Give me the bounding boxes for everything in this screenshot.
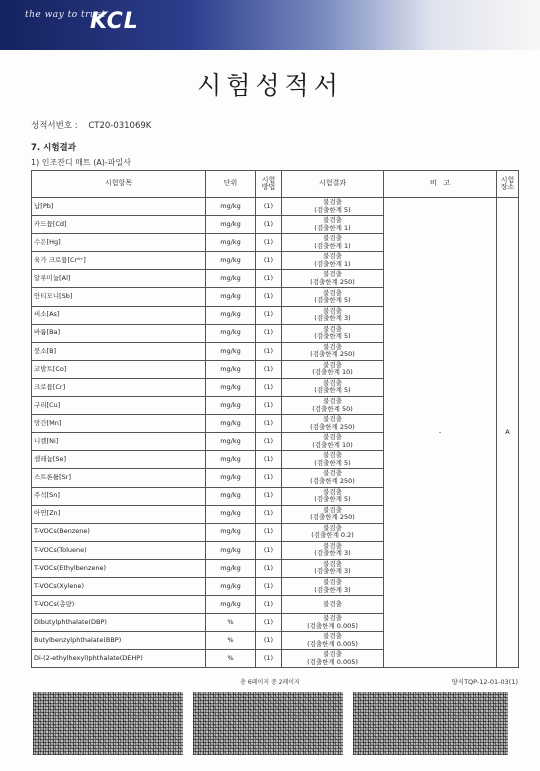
test-item: 크로뮴[Cr]: [32, 378, 206, 396]
result-value: 불검출: [323, 360, 342, 369]
result-value: 불검출: [323, 632, 342, 641]
result-value: 불검출: [323, 397, 342, 406]
result-cell: [282, 433, 384, 451]
unit-cell: mg/kg: [206, 433, 256, 451]
unit-cell: %: [206, 650, 256, 668]
result-cell: [282, 306, 384, 324]
header-banner: [0, 0, 540, 50]
unit-cell: mg/kg: [206, 415, 256, 433]
method-cell: (1): [256, 415, 282, 433]
unit-cell: mg/kg: [206, 487, 256, 505]
test-item: T-VOCs(Benzene): [32, 523, 206, 541]
detection-limit: (검출한계 1): [314, 223, 351, 232]
unit-cell: mg/kg: [206, 541, 256, 559]
result-cell: [282, 216, 384, 234]
method-cell: (1): [256, 306, 282, 324]
detection-limit: (검출한계 3): [314, 314, 351, 323]
result-value: 불검출: [323, 578, 342, 587]
result-cell: [282, 270, 384, 288]
detection-limit: (검출한계 0.005): [307, 621, 358, 630]
detection-limit: (검출한계 0.005): [307, 657, 358, 666]
result-cell: [282, 614, 384, 632]
detection-limit: (검출한계 10): [312, 440, 353, 449]
unit-cell: mg/kg: [206, 288, 256, 306]
result-value: 불검출: [323, 415, 342, 424]
method-cell: (1): [256, 487, 282, 505]
detection-limit: (검출한계 3): [314, 585, 351, 594]
result-cell: [282, 541, 384, 559]
result-value: 불검출: [323, 451, 342, 460]
result-value: 불검출: [323, 559, 342, 568]
test-item: 코발트[Co]: [32, 360, 206, 378]
test-item: 스트론튬[Sr]: [32, 469, 206, 487]
detection-limit: (검출한계 250): [310, 476, 355, 485]
brand-tagline: the way to trust: [25, 10, 106, 20]
detection-limit: (검출한계 1): [314, 241, 351, 250]
detection-limit: (검출한계 5): [314, 296, 351, 305]
unit-cell: mg/kg: [206, 234, 256, 252]
unit-cell: mg/kg: [206, 397, 256, 415]
unit-cell: mg/kg: [206, 505, 256, 523]
method-cell: (1): [256, 324, 282, 342]
method-cell: (1): [256, 614, 282, 632]
method-cell: (1): [256, 632, 282, 650]
method-cell: (1): [256, 451, 282, 469]
test-item: T-VOCs(총량): [32, 596, 206, 614]
detection-limit: (검출한계 250): [310, 422, 355, 431]
table-row: [32, 198, 519, 216]
unit-cell: %: [206, 614, 256, 632]
result-cell: [282, 324, 384, 342]
method-cell: (1): [256, 342, 282, 360]
page-indicator: 총 6페이지 중 2페이지: [240, 679, 300, 686]
method-cell: (1): [256, 252, 282, 270]
result-value: 불검출: [323, 342, 342, 351]
result-cell: [282, 288, 384, 306]
detection-limit: (검출한계 0.005): [307, 639, 358, 648]
test-item: 납[Pb]: [32, 198, 206, 216]
place-cell: A: [497, 198, 519, 668]
report-number: [31, 119, 151, 131]
method-cell: (1): [256, 198, 282, 216]
test-item: T-VOCs(Xylene): [32, 577, 206, 595]
test-item: 붕소[B]: [32, 342, 206, 360]
test-item: 비소[As]: [32, 306, 206, 324]
results-body: [32, 198, 519, 668]
result-value: 불검출: [323, 378, 342, 387]
report-number-label: 성적서번호 :: [31, 121, 78, 131]
header-place: 시험 장소: [497, 171, 519, 198]
result-cell: [282, 596, 384, 614]
detection-limit: (검출한계 250): [310, 513, 355, 522]
header-item: 시험항목: [32, 171, 206, 198]
test-item: Di-(2-ethylhexyl)phthalate(DEHP): [32, 650, 206, 668]
detection-limit: (검출한계 1): [314, 259, 351, 268]
result-cell: [282, 252, 384, 270]
unit-cell: mg/kg: [206, 577, 256, 595]
method-cell: (1): [256, 397, 282, 415]
unit-cell: mg/kg: [206, 596, 256, 614]
method-cell: (1): [256, 650, 282, 668]
detection-limit: (검출한계 5): [314, 386, 351, 395]
result-cell: [282, 378, 384, 396]
result-value: 불검출: [323, 650, 342, 659]
result-value: 불검출: [323, 216, 342, 225]
remark-cell: -: [384, 198, 497, 668]
unit-cell: mg/kg: [206, 270, 256, 288]
result-value: 불검출: [323, 324, 342, 333]
detection-limit: (검출한계 5): [314, 205, 351, 214]
test-item: T-VOCs(Toluene): [32, 541, 206, 559]
result-cell: [282, 360, 384, 378]
test-item: 망간[Mn]: [32, 415, 206, 433]
security-pattern-left: [33, 692, 183, 755]
unit-cell: mg/kg: [206, 216, 256, 234]
form-code: 양식TQP-12-01-03(1): [451, 678, 518, 686]
header-remark: 비 고: [384, 171, 497, 198]
method-cell: (1): [256, 216, 282, 234]
test-item: Butylbenzylphthalate(BBP): [32, 632, 206, 650]
detection-limit: (검출한계 0.2): [311, 531, 354, 540]
unit-cell: mg/kg: [206, 360, 256, 378]
detection-limit: (검출한계 5): [314, 495, 351, 504]
detection-limit: (검출한계 5): [314, 458, 351, 467]
result-cell: [282, 198, 384, 216]
result-value: 불검출: [323, 599, 342, 608]
test-item: 니켈[Ni]: [32, 433, 206, 451]
result-value: 불검출: [323, 523, 342, 532]
method-cell: (1): [256, 433, 282, 451]
test-item: 알루미늄[Al]: [32, 270, 206, 288]
test-item: 수은[Hg]: [32, 234, 206, 252]
test-item: 구리[Cu]: [32, 397, 206, 415]
result-cell: [282, 451, 384, 469]
test-item: 바륨[Ba]: [32, 324, 206, 342]
method-cell: (1): [256, 577, 282, 595]
header-result: 시험결과: [282, 171, 384, 198]
detection-limit: (검출한계 3): [314, 549, 351, 558]
result-cell: [282, 577, 384, 595]
result-value: 불검출: [323, 505, 342, 514]
result-cell: [282, 487, 384, 505]
result-cell: [282, 523, 384, 541]
result-value: 불검출: [323, 433, 342, 442]
header-unit: 단위: [206, 171, 256, 198]
test-item: T-VOCs(Ethylbenzene): [32, 559, 206, 577]
test-item: 셀레늄[Se]: [32, 451, 206, 469]
security-pattern-right: [353, 692, 508, 755]
detection-limit: (검출한계 3): [314, 567, 351, 576]
test-item: 카드뮴[Cd]: [32, 216, 206, 234]
result-cell: [282, 559, 384, 577]
subsection-heading: 1) 인조잔디 매트 (A)-파일사: [31, 158, 131, 167]
method-cell: (1): [256, 378, 282, 396]
result-value: 불검출: [323, 234, 342, 243]
unit-cell: mg/kg: [206, 523, 256, 541]
unit-cell: mg/kg: [206, 559, 256, 577]
detection-limit: (검출한계 5): [314, 332, 351, 341]
unit-cell: mg/kg: [206, 451, 256, 469]
unit-cell: mg/kg: [206, 252, 256, 270]
method-cell: (1): [256, 360, 282, 378]
method-cell: (1): [256, 559, 282, 577]
detection-limit: (검출한계 250): [310, 350, 355, 359]
result-value: 불검출: [323, 288, 342, 297]
results-table: [31, 170, 519, 668]
result-cell: [282, 505, 384, 523]
header-method: 시험 방법: [256, 171, 282, 198]
test-item: Dibutylphthalate(DBP): [32, 614, 206, 632]
result-value: 불검출: [323, 270, 342, 279]
detection-limit: (검출한계 10): [312, 368, 353, 377]
unit-cell: mg/kg: [206, 342, 256, 360]
result-value: 불검출: [323, 252, 342, 261]
test-item: 아연[Zn]: [32, 505, 206, 523]
result-value: 불검출: [323, 487, 342, 496]
result-value: 불검출: [323, 306, 342, 315]
unit-cell: mg/kg: [206, 198, 256, 216]
result-cell: [282, 650, 384, 668]
unit-cell: mg/kg: [206, 469, 256, 487]
result-cell: [282, 632, 384, 650]
report-number-value: CT20-031069K: [88, 121, 152, 131]
method-cell: (1): [256, 505, 282, 523]
result-value: 불검출: [323, 469, 342, 478]
kcl-logo: KCL: [90, 9, 139, 34]
detection-limit: (검출한계 50): [312, 404, 353, 413]
result-cell: [282, 397, 384, 415]
method-cell: (1): [256, 541, 282, 559]
method-cell: (1): [256, 234, 282, 252]
method-cell: (1): [256, 270, 282, 288]
unit-cell: mg/kg: [206, 324, 256, 342]
method-cell: (1): [256, 523, 282, 541]
result-cell: [282, 469, 384, 487]
result-cell: [282, 342, 384, 360]
result-value: 불검출: [323, 614, 342, 623]
result-cell: [282, 415, 384, 433]
document-title: 시험성적서: [197, 71, 343, 100]
test-item: 주석[Sn]: [32, 487, 206, 505]
unit-cell: %: [206, 632, 256, 650]
unit-cell: mg/kg: [206, 378, 256, 396]
result-cell: [282, 234, 384, 252]
result-value: 불검출: [323, 541, 342, 550]
table-header-row: [32, 171, 519, 198]
unit-cell: mg/kg: [206, 306, 256, 324]
test-item: 안티모니[Sb]: [32, 288, 206, 306]
detection-limit: (검출한계 250): [310, 277, 355, 286]
result-value: 불검출: [323, 198, 342, 207]
section-heading: 7. 시험결과: [31, 143, 76, 153]
test-item: 육가 크로뮴[Cr⁶⁺]: [32, 252, 206, 270]
method-cell: (1): [256, 596, 282, 614]
security-pattern-middle: [193, 692, 343, 755]
method-cell: (1): [256, 288, 282, 306]
method-cell: (1): [256, 469, 282, 487]
